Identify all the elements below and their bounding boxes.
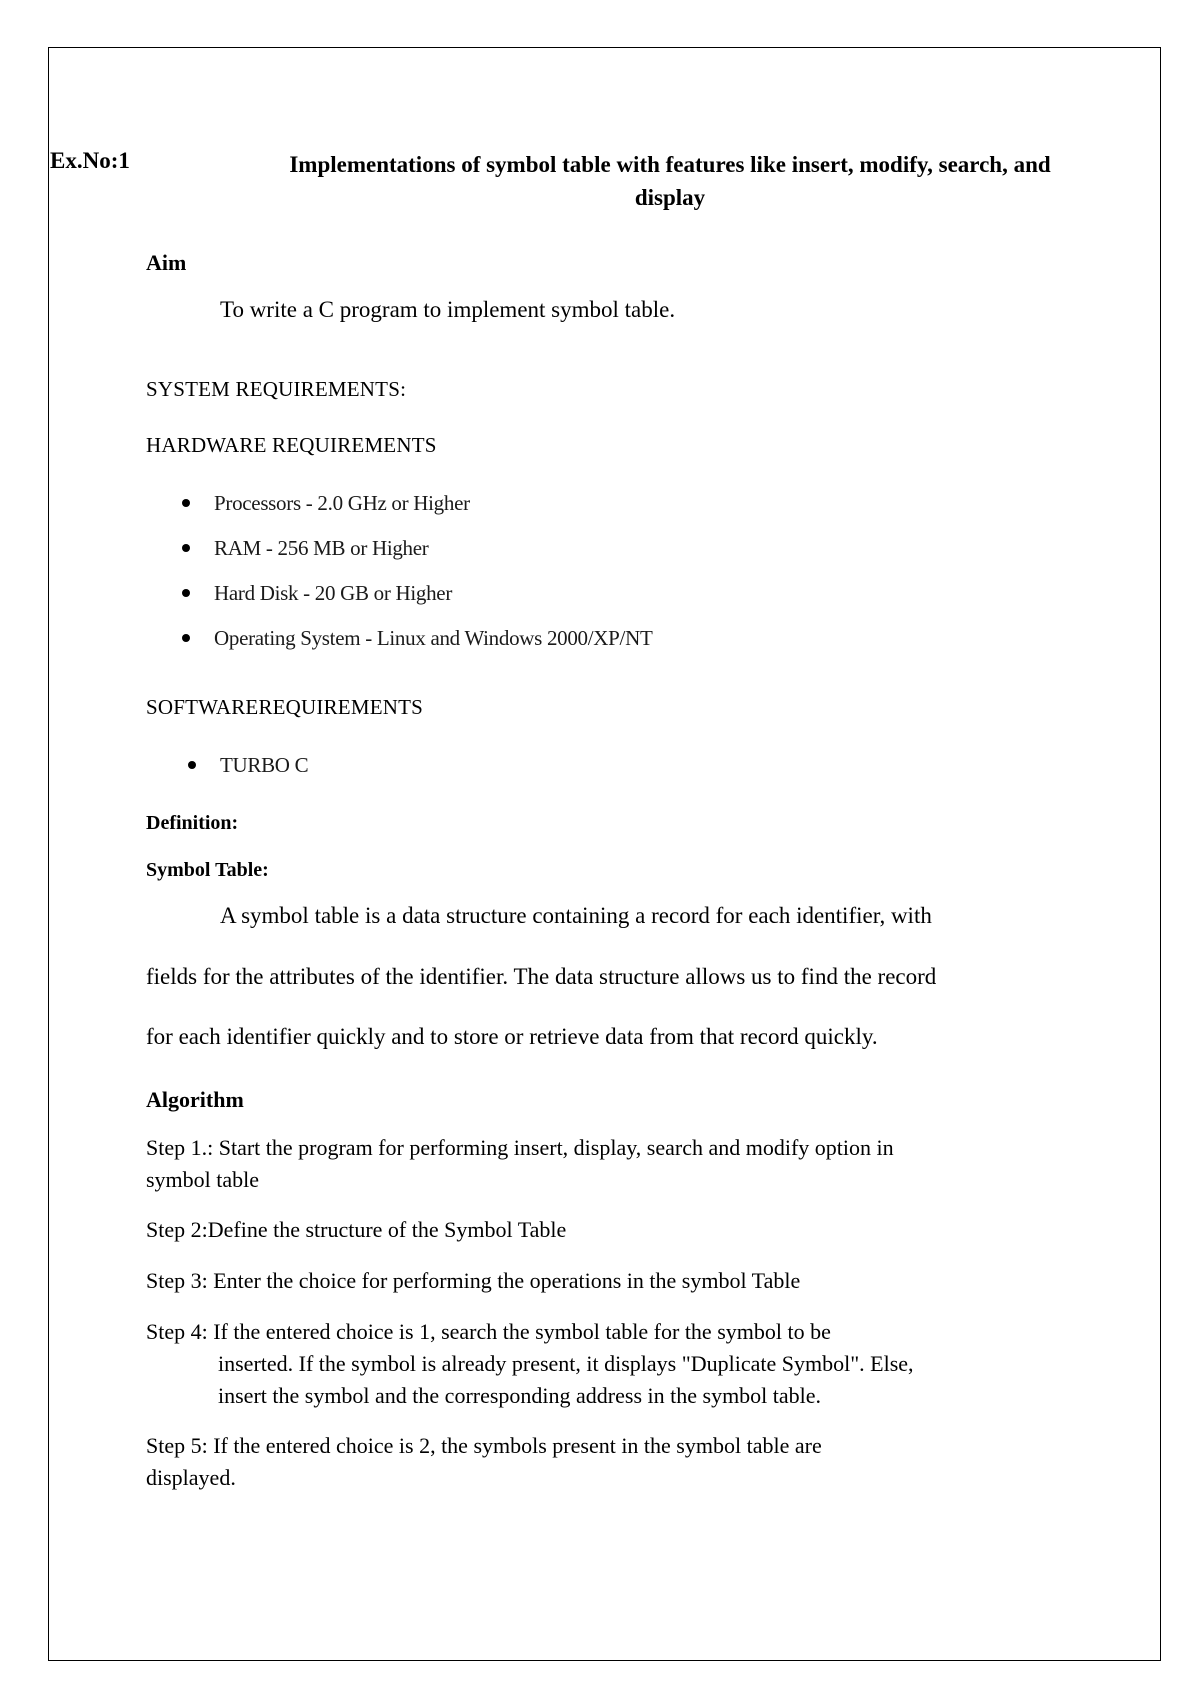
step-4: Step 4: If the entered choice is 1, search the symbol table for the symbol to be inserted. If the symbol is already present, it displays "Duplicate Symbol". Else, insert the symbol and the corresponding address in the symbol table. [146, 1319, 914, 1408]
bullet-icon [188, 761, 196, 769]
symbol-table-subheading: Symbol Table: [146, 859, 269, 881]
definition-line-2: fields for the attributes of the identifier. The data structure allows us to find the record [146, 964, 937, 989]
step-5: Step 5: If the entered choice is 2, the symbols present in the symbol table are displayed. [146, 1433, 822, 1490]
bullet-icon [182, 499, 190, 507]
bullet-icon [182, 589, 190, 597]
definition-line-1: A symbol table is a data structure containing a record for each identifier, with [220, 903, 932, 928]
title-line-1: Implementations of symbol table with features like insert, modify, search, and [289, 152, 1051, 177]
step-2: Step 2:Define the structure of the Symbol Table [146, 1217, 567, 1242]
list-item: RAM - 256 MB or Higher [182, 536, 428, 561]
step-3: Step 3: Enter the choice for performing the operations in the symbol Table [146, 1268, 801, 1293]
page-border [48, 47, 1161, 1661]
list-item: TURBO C [188, 753, 308, 778]
system-requirements-heading: SYSTEM REQUIREMENTS: [146, 377, 407, 401]
software-requirements-heading: SOFTWAREREQUIREMENTS [146, 695, 424, 719]
page-title [220, 148, 1120, 214]
title-line-2: display [634, 185, 706, 210]
algorithm-heading: Algorithm [146, 1087, 244, 1112]
exercise-number: Ex.No:1 [50, 148, 130, 173]
aim-text: To write a C program to implement symbol table. [220, 297, 676, 322]
bullet-icon [182, 634, 190, 642]
hardware-requirements-heading: HARDWARE REQUIREMENTS [146, 433, 437, 457]
list-item: Hard Disk - 20 GB or Higher [182, 581, 452, 606]
list-item: Operating System - Linux and Windows 2000/XP/NT [182, 626, 652, 651]
definition-line-3: for each identifier quickly and to store or retrieve data from that record quickly. [146, 1024, 878, 1049]
definition-heading: Definition: [146, 812, 239, 834]
step-1: Step 1.: Start the program for performing insert, display, search and modify option in symbol table [146, 1135, 894, 1192]
list-item: Processors - 2.0 GHz or Higher [182, 491, 470, 516]
aim-heading: Aim [146, 250, 187, 275]
bullet-icon [182, 544, 190, 552]
